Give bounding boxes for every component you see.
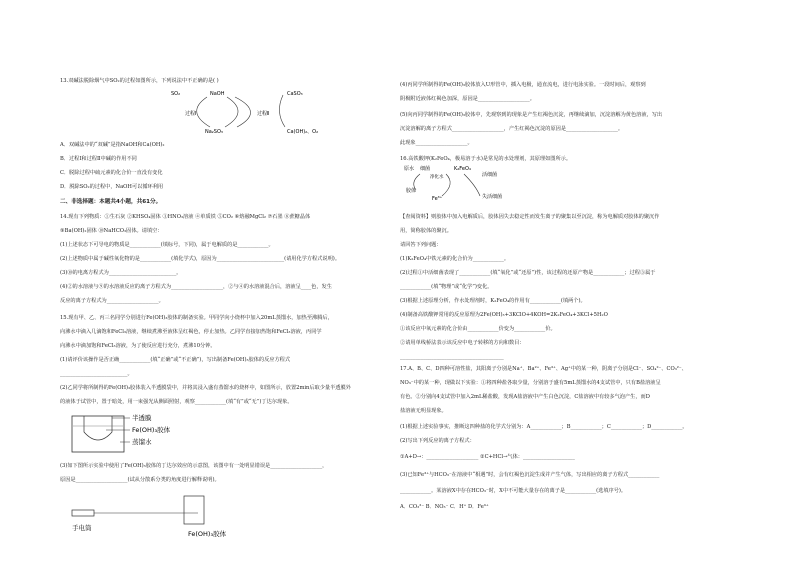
- label-dead-bacteria: 失活细菌: [482, 194, 503, 200]
- q16-water-treatment-diagram: [402, 162, 532, 204]
- q15-line-1: 15.现有甲、乙、丙三名同学分别进行Fe(OH)₃胶体的制备实验。甲同学向小烧杯中加入20mL蒸馏水，加热至沸腾后，: [60, 315, 333, 321]
- q16-answer-2: (2)过程①中活细菌表现了____________(填“氧化”或“还原”)性，该过程的还原产物是____________；过程③属于: [400, 270, 656, 276]
- q17-options: A．CO₃²⁻ B．NO₃⁻ C．H⁺ D．Fe³⁺: [400, 504, 489, 510]
- beaker-outline: [72, 416, 124, 452]
- q15-line-5: __________________________。: [60, 371, 133, 377]
- q15-line-7: 的液体于试管中，置于暗处，用一束强光从侧面照射，观察____________(填“有”或“无”)丁达尔现象。: [60, 399, 293, 405]
- q13-label-process1: 过程Ⅰ: [185, 111, 197, 117]
- q14-line-7: 反应的离子方程式为____________________。: [60, 298, 164, 304]
- q15b-line-2: 阴极附近液体红褐色加深，原因是____________________。: [400, 96, 535, 102]
- q15-tyndall-setup-diagram: [70, 488, 240, 538]
- q13-desulfurization-diagram: [165, 87, 355, 135]
- q16-intro: 16.高铁酸钾(K₂FeO₄，极易溶于水)是常见的水处理剂，其原理如图所示。: [400, 156, 572, 162]
- q16-answer-1: (1)K₂FeO₄中铁元素的化合价为____________。: [400, 256, 510, 262]
- label-colloid: 胶体: [406, 188, 417, 194]
- q16-answer-7: ②请用单线桥法表示该反应中电子转移的方向和数目：: [400, 340, 525, 346]
- q17-line-6: (2)写出下列反应的离子方程式：: [400, 438, 475, 444]
- q13-cycle-arc-middle: [225, 97, 238, 127]
- q14-line-6: (4)②的水溶液与⑨的水溶液反应的离子方程式为____________________，②与④的水溶液混合后，溶液呈____色，发生: [60, 284, 332, 290]
- q13-caso3-arrow: [279, 95, 285, 127]
- q15-line-8: (3)如下图所示实验中使用了Fe(OH)₃胶体的丁达尔效应的示意图，该图中有一处明显错误是____________________，: [60, 463, 328, 469]
- q17-line-3: 有色。②分别向4支试管中加入2mL稀盐酸，发现A盐溶液中产生白色沉淀，C盐溶液中有较多气泡产生，而D: [400, 394, 650, 400]
- beaker-body: [184, 496, 204, 524]
- label-fe3: Fe³⁺: [432, 196, 443, 202]
- label-membrane: 半透膜: [132, 414, 152, 422]
- q15-line-6: (2)乙同学将所制得的Fe(OH)₃胶体装入半透膜袋中，并将其浸入盛有蒸馏水的烧杯中，如图所示，放置2min后取少量半透膜外: [60, 385, 351, 391]
- q16-ask: 请回答下列问题：: [400, 242, 442, 248]
- q15-line-2: 向沸水中滴入几滴饱和FeCl₃溶液，继续煮沸至液体呈红褐色，停止加热。乙同学直接加热饱和FeCl₃溶液，丙同学: [60, 329, 322, 335]
- q14-line-4: (2)上述物质中属于碱性氧化物的是____________(填化学式)，原因为__________________________(请用化学方程式说明)。: [60, 256, 341, 262]
- label-colloid: Fe(OH)₃胶体: [132, 426, 171, 434]
- label-water: 蒸馏水: [132, 438, 152, 446]
- label-colloid-beaker: Fe(OH)₃胶体: [188, 530, 227, 538]
- q13-option-a: A．双碱法中的“双碱”是指NaOH和Ca(OH)₂: [60, 142, 165, 148]
- label-live-bacteria: 活细菌: [482, 172, 498, 178]
- q13-stem: 13.双碱法脱除烟气中SO₂的过程如图所示，下列说法中不正确的是( ): [60, 78, 219, 84]
- membrane-bag: [84, 416, 112, 440]
- q15-line-9: 原因是____________________(试从分散系分类的角度进行解释说明)。: [60, 477, 220, 483]
- q17-line-9: ____________。某溶液X中存在HCO₃⁻时，X中不可能大量存在的离子是____________(选填序号)。: [400, 488, 627, 494]
- q13-label-so2: SO₂: [171, 91, 181, 97]
- q17-line-4: 盐溶液无明显现象。: [400, 408, 447, 414]
- label-k2feo4: K₂FeO₄: [454, 166, 471, 172]
- q15-dialysis-beaker-diagram: [70, 410, 180, 456]
- q16-answer-5: (4)制备高铁酸钾常用的反应原理为2Fe(OH)₃+3KClO+4KOH=2K₂FeO₄+3KCl+5H₂O: [400, 312, 608, 318]
- q15b-line-1: (4)丙同学所制得的Fe(OH)₃胶体放入U形管中，插入电极，通直流电，进行电泳实验。一段时间后，观察到: [400, 82, 646, 88]
- q17-line-2: NO₃⁻中的某一种，现做以下实验：①将四种盐各取少量，分别溶于盛有5mL蒸馏水的4支试管中，只有B盐溶液呈: [400, 380, 661, 386]
- q13-label-process2: 过程Ⅱ: [257, 111, 270, 117]
- q16-answer-3: ____________(填“物理”或“化学”)变化。: [400, 284, 493, 290]
- q16-note-2: 用，简称胶体的聚沉。: [400, 228, 452, 234]
- label-purified: 净化水: [430, 175, 444, 180]
- q15-line-3: 向沸水中滴加饱和FeCl₃溶液，为了使反应进行充分，煮沸10分钟。: [60, 343, 216, 349]
- q13-label-caoh2: Ca(OH)₂、O₂: [287, 129, 319, 135]
- q17-line-5: (1)根据上述实验事实，推断这四种盐的化学式分别为：A____________；B____________；C____________；D____________。: [400, 424, 688, 430]
- q15b-line-3: (5)向丙同学制得的Fe(OH)₃胶体中，先观察到的现象是产生红褐色沉淀，再继续滴加，沉淀溶解为黄色溶液，写出: [400, 112, 663, 118]
- q15-line-4: (1)请评价该操作是否正确____________(填“正确”或“不正确”)，写出制备Fe(OH)₃胶体的反应方程式: [60, 357, 291, 363]
- q13-cycle-arc-left: [197, 97, 210, 127]
- q13-option-c: C．脱除过程中硫元素的化合价一直没有变化: [60, 170, 163, 176]
- q14-line-5: (3)⑩的电离方程式为__________________________。: [60, 270, 182, 276]
- q13-label-caso3: CaSO₃: [287, 91, 303, 97]
- q14-line-2: ⑨Ba(OH)₂固体 ⑩NaHCO₃固体。请填空：: [60, 228, 163, 234]
- label-flashlight: 手电筒: [72, 524, 92, 532]
- q13-label-naoh: NaOH: [210, 91, 225, 97]
- flashlight-body: [72, 510, 94, 516]
- label-raw-water: 原水: [404, 166, 415, 172]
- arc-left: [414, 174, 420, 190]
- q15b-line-5: 此现象____________________。: [400, 140, 473, 146]
- q17-line-7: ①A+D→：____________________ ②C+HCl→气体：____________________: [400, 454, 575, 460]
- q13-label-na2so3: Na₂SO₃: [205, 129, 223, 135]
- arc-right: [464, 174, 480, 196]
- q13-option-b: B．过程Ⅰ和过程Ⅱ中碱的作用不同: [60, 156, 137, 162]
- q13-option-d: D．脱除SO₂的过程中，NaOH可以循环利用: [60, 184, 164, 190]
- q16-answer-4: (3)根据上述原理分析，作水处理剂时，K₂FeO₄的作用有____________(填两个)。: [400, 298, 586, 304]
- q16-note-1: 【查阅资料】则胶体中加入电解质后，胶体因失去稳定性而发生离子的聚集以至沉淀，称为电解质对胶体的聚沉作: [400, 214, 660, 220]
- q16-answer-8: ________________________________________: [400, 354, 504, 360]
- q16-answer-6: ①该反应中氧元素的化合价由____________价变为____________价。: [400, 326, 556, 332]
- section-2-heading: 二、非选择题：本题共4小题，共61分。: [60, 199, 162, 205]
- q17-line-8: (3)已知Fe³⁺与HCO₃⁻在溶液中“相遇”时，会有红褐色沉淀生成并产生气体，写出相应的离子方程式____________: [400, 472, 660, 478]
- q15b-line-4: 沉淀溶解的离子方程式____________________，产生红褐色沉淀的原因是____________________。: [400, 126, 624, 132]
- q13-cycle-arc-right: [235, 97, 251, 127]
- q14-line-1: 14.现有下列物质：①生石灰 ②KHSO₄固体 ③HNO₃溶液 ④单质铁 ⑤CO₂ ⑥熔融MgCl₂ ⑦石墨 ⑧蔗糖晶体: [60, 214, 311, 220]
- q14-line-3: (1)上述状态下可导电的物质是____________(填标号，下同)，属于电解质的是____________。: [60, 242, 274, 248]
- label-bacteria: 细菌: [420, 166, 431, 172]
- q17-line-1: 17.A、B、C、D四种可溶性盐，其阳离子分别是Na⁺、Ba²⁺、Fe³⁺、Ag⁺中的某一种，阴离子分别是Cl⁻、SO₄²⁻、CO₃²⁻、: [400, 366, 687, 372]
